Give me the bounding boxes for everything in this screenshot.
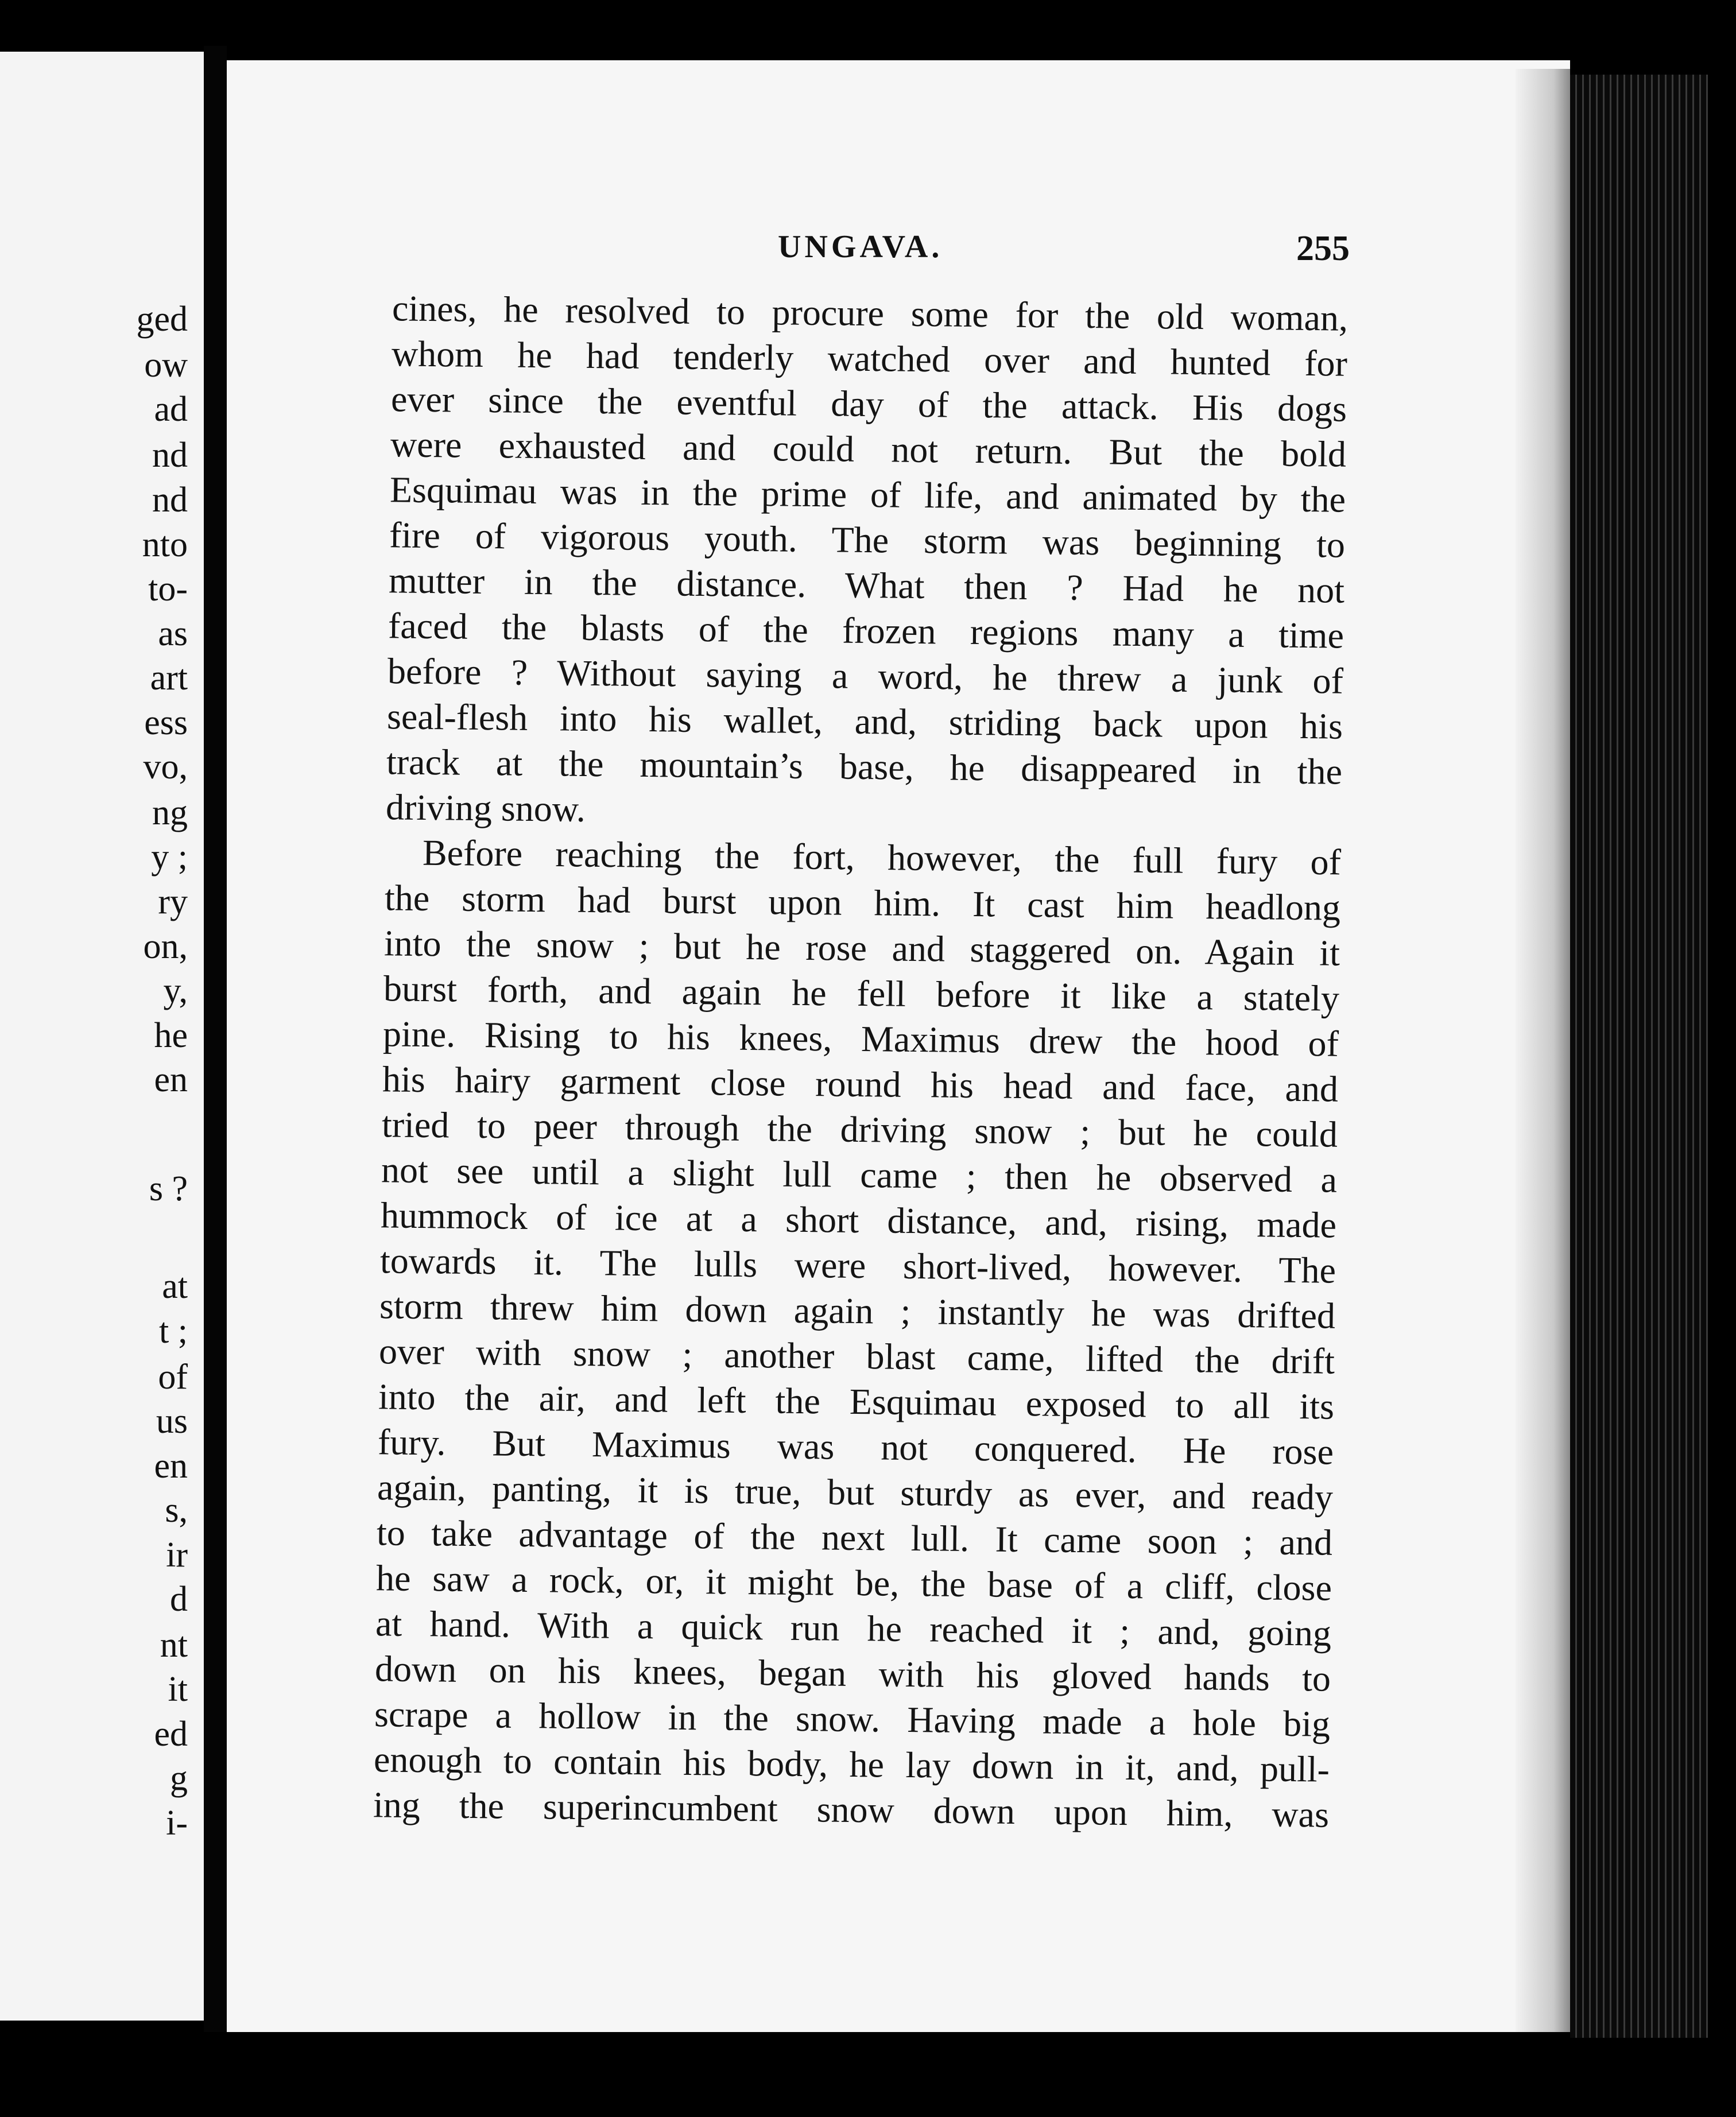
left-page-fragment: nto	[142, 525, 188, 564]
text-line: enough to contain his body, he lay down in it, and, pull-	[373, 1739, 1330, 1790]
page-stack	[1570, 75, 1708, 2038]
left-page-fragment: ess	[144, 703, 188, 742]
left-page-fragment: it	[168, 1670, 188, 1709]
page-edge-shadow	[1516, 69, 1570, 2032]
text-line: ing the superincumbent snow down upon him, was	[373, 1784, 1330, 1835]
text-line: his hairy garment close round his head and face, and	[382, 1058, 1339, 1110]
left-page-fragment: nd	[152, 480, 188, 519]
text-line: storm threw him down again ; instantly he was drifted	[379, 1285, 1336, 1336]
left-page-fragment: g	[170, 1759, 188, 1798]
text-line: seal-flesh into his wallet, and, striding back upon his	[386, 696, 1343, 747]
text-line: pine. Rising to his knees, Maximus drew the hood of	[382, 1013, 1339, 1064]
text-line: not see until a slight lull came ; then he observed a	[381, 1149, 1338, 1200]
left-page-fragment: as	[158, 614, 188, 653]
left-page-fragment: us	[156, 1402, 188, 1441]
text-line: faced the blasts of the frozen regions many a time	[388, 605, 1344, 656]
text-line: before ? Without saying a word, he threw a junk of	[387, 650, 1344, 701]
running-head: UNGAVA.	[778, 229, 943, 265]
left-page-fragment: ry	[158, 882, 188, 921]
left-page-fragment: ow	[144, 346, 188, 385]
paragraph-first-line: Before reaching the fort, however, the full fury of	[422, 832, 1342, 883]
text-line: at hand. With a quick run he reached it ; and, going	[375, 1603, 1332, 1654]
left-page-fragment: art	[150, 658, 188, 697]
text-line: down on his knees, began with his gloved hands to	[374, 1648, 1331, 1699]
left-page-fragment: nd	[152, 436, 188, 475]
left-page-fragment: ir	[166, 1536, 188, 1575]
text-line: into the snow ; but he rose and staggered on. Again it	[383, 922, 1340, 974]
left-page-fragment: y,	[163, 971, 188, 1010]
left-page-fragment: t ;	[159, 1312, 188, 1351]
left-page-fragment: en	[154, 1447, 188, 1486]
left-page-fragment: on,	[143, 927, 188, 966]
left-page-fragment: vo,	[143, 747, 188, 786]
left-page-fragment: i-	[166, 1804, 188, 1843]
text-line: fire of vigorous youth. The storm was beginning to	[389, 514, 1346, 565]
text-line: hummock of ice at a short distance, and, rising, made	[380, 1195, 1337, 1246]
text-line: burst forth, and again he fell before it like a stately	[383, 968, 1340, 1019]
left-page-fragment: d	[170, 1580, 188, 1619]
text-line: towards it. The lulls were short-lived, however. The	[379, 1240, 1336, 1291]
text-line: over with snow ; another blast came, lifted the drift	[378, 1331, 1335, 1382]
text-line: driving snow.	[385, 786, 586, 829]
text-line: the storm had burst upon him. It cast him headlong	[384, 877, 1341, 928]
text-line: whom he had tenderly watched over and hunted for	[391, 333, 1348, 384]
left-page-fragment: en	[154, 1060, 188, 1099]
left-page-fragment: ed	[154, 1715, 188, 1754]
left-page-fragment: ged	[136, 300, 188, 339]
text-line: tried to peer through the driving snow ; but he could	[381, 1104, 1338, 1155]
text-line: ever since the eventful day of the attack. His dogs	[390, 378, 1347, 429]
book-gutter	[204, 46, 227, 2032]
text-line: Esquimau was in the prime of life, and animated by the	[389, 469, 1346, 520]
left-page-fragment: s,	[165, 1491, 188, 1530]
left-page-fragment: at	[162, 1267, 188, 1306]
text-line: scrape a hollow in the snow. Having made a hole big	[374, 1693, 1331, 1744]
text-line: cines, he resolved to procure some for the old woman,	[392, 288, 1348, 339]
left-page-fragment: he	[154, 1016, 188, 1055]
left-page-fragment: nt	[160, 1626, 188, 1665]
text-line: again, panting, it is true, but sturdy as ever, and ready	[377, 1467, 1334, 1518]
page-number: 255	[1296, 229, 1350, 268]
text-line: he saw a rock, or, it might be, the base of a cliff, close	[375, 1557, 1332, 1608]
text-line: were exhausted and could not return. But the bold	[390, 424, 1347, 475]
left-page-fragment: ng	[152, 793, 188, 832]
left-page	[0, 52, 204, 2021]
left-page-fragment: s ?	[149, 1169, 188, 1208]
text-line: into the air, and left the Esquimau exposed to all its	[378, 1376, 1335, 1427]
left-page-fragment: y ;	[151, 838, 188, 877]
text-line: mutter in the distance. What then ? Had he not	[388, 560, 1345, 611]
left-page-fragment: ad	[154, 390, 188, 429]
text-line: to take advantage of the next lull. It came soon ; and	[376, 1512, 1333, 1563]
left-page-fragment: to-	[148, 569, 188, 608]
text-line: fury. But Maximus was not conquered. He rose	[377, 1421, 1334, 1472]
left-page-fragment: of	[158, 1358, 188, 1397]
text-line: track at the mountain’s base, he disappeared in the	[386, 741, 1343, 792]
